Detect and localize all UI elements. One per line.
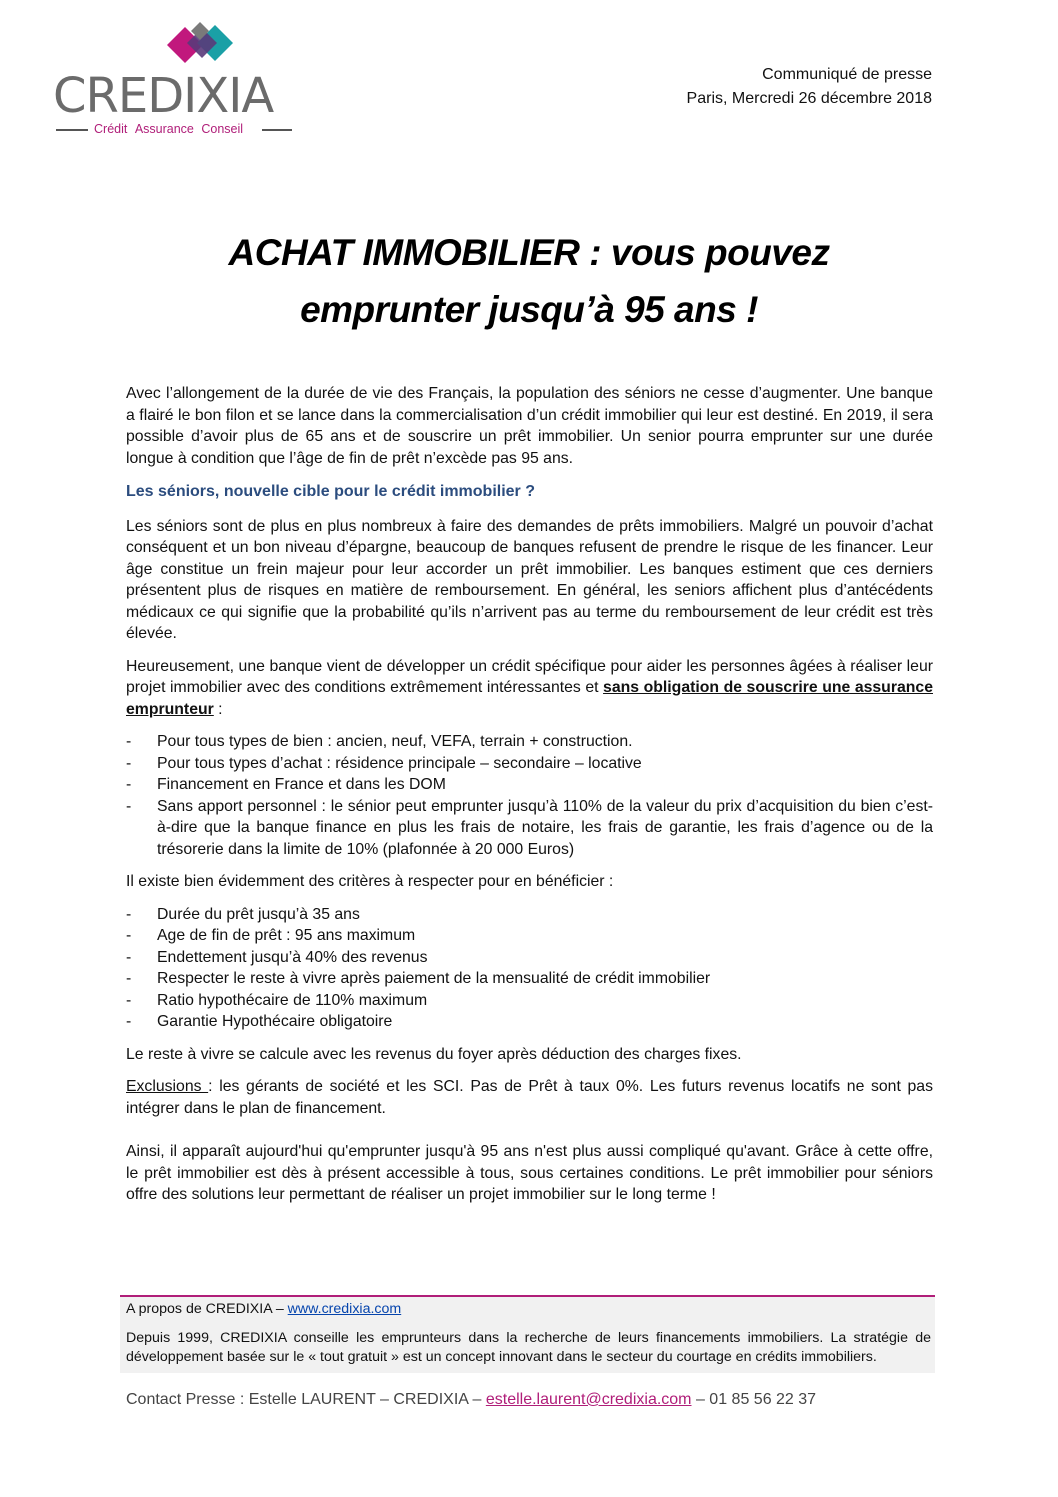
logo-tagline-word: Assurance (134, 122, 194, 136)
about-text: Depuis 1999, CREDIXIA conseille les emprunteurs dans la recherche de leurs financements immobiliers. La stratégie de développement basée sur le « tout gratuit » est un concept innovant dans le secteur du courtage en crédits immobiliers. (126, 1330, 931, 1365)
website-link[interactable]: www.credixia.com (287, 1301, 402, 1317)
criteria-intro: Il existe bien évidemment des critères à respecter pour en bénéficier : (126, 873, 614, 890)
contact-email-link[interactable]: estelle.laurent@credixia.com (485, 1391, 692, 1408)
criteria-list (126, 904, 933, 1033)
title-line-2: emprunter jusqu’à 95 ans ! (300, 289, 758, 330)
reste-a-vivre-paragraph: Le reste à vivre se calcule avec les revenus du foyer après déduction des charges fixes. (126, 1045, 742, 1063)
list-item: - Pour tous types de bien : ancien, neuf, VEFA, terrain + construction. (126, 731, 933, 753)
logo-rule-left (56, 129, 88, 131)
list-item: - Ratio hypothécaire de 110% maximum (126, 990, 933, 1012)
logo-wordmark: CREDIXIA (53, 68, 274, 124)
place-date: Paris, Mercredi 26 décembre 2018 (686, 90, 932, 107)
document-type: Communiqué de presse (762, 66, 932, 83)
list-item: - Sans apport personnel : le sénior peut emprunter jusqu’à 110% de la valeur du prix d’acquisition du bien c’est-à-dire que la banque finance en plus les frais de notaire, les frais de garantie, les frais d’agence ou de la trésorerie dans la limite de 10% (plafonnée à 20 000 Euros) (126, 796, 933, 861)
page-title (60, 224, 998, 338)
section-heading: Les séniors, nouvelle cible pour le crédit immobilier ? (126, 483, 535, 500)
about-heading (126, 1300, 931, 1319)
title-line-1: ACHAT IMMOBILIER : vous pouvez (228, 232, 830, 273)
offer-tail: : (213, 700, 223, 718)
press-contact (126, 1391, 816, 1409)
list-item: - Financement en France et dans les DOM (126, 774, 933, 796)
spacer (126, 1130, 933, 1141)
about-box (120, 1295, 935, 1373)
intro-paragraph: Avec l’allongement de la durée de vie des Français, la population des séniors ne cesse d’augmenter. Une banque a flairé le bon filon et se lance dans la commercialisation d’un crédit immobilier qui leur est destiné. En 2019, il sera possible d’avoir plus de 65 ans et de souscrire un prêt immobilier. Un senior pourra emprunter sur une durée longue à condition que l’âge de fin de prêt n’excède pas 95 ans. (126, 385, 933, 467)
logo-tagline (92, 122, 245, 136)
credixia-logo (50, 22, 300, 140)
logo-tagline-word: Crédit (94, 122, 128, 136)
press-header (687, 63, 932, 111)
logo-rule-right (262, 129, 292, 131)
list-item: - Endettement jusqu’à 40% des revenus (126, 947, 933, 969)
offer-list (126, 731, 933, 860)
exclusions-text: : les gérants de société et les SCI. Pas de Prêt à taux 0%. Les futurs revenus locatifs ne sont pas intégrer dans le plan de financement. (126, 1078, 933, 1117)
list-item: - Durée du prêt jusqu’à 35 ans (126, 904, 933, 926)
offer-text: Heureusement, une banque vient de développer un crédit spécifique pour aider les personnes âgées à réaliser leur projet immobilier avec des conditions extrêmement intéressantes et (126, 657, 933, 696)
list-item: - Respecter le reste à vivre après paiement de la mensualité de crédit immobilier (126, 968, 933, 990)
paragraph-seniors: Les séniors sont de plus en plus nombreux à faire des demandes de prêts immobiliers. Malgré un pouvoir d’achat conséquent et un bon niveau d’épargne, beaucoup de banques refusent de prendre le risque de les financer. Leur âge constitue un frein majeur pour leur accorder un prêt immobilier. Les banques estiment que ces derniers présentent plus de risques en matière de remboursement. En général, les seniors affichent plus d’antécédents médicaux ce qui signifie que la probabilité qu’ils n’arrivent pas au terme du remboursement de leur crédit est très élevée. (126, 517, 933, 642)
about-heading-text: A propos de CREDIXIA – (126, 1301, 288, 1317)
conclusion-paragraph: Ainsi, il apparaît aujourd'hui qu'emprunter jusqu'à 95 ans n'est plus aussi compliqué qu'avant. Grâce à cette offre, le prêt immobilier est dès à présent accessible à tous, sous certaines conditions. Le prêt immobilier pour séniors offre des solutions leur permettant de réaliser un projet immobilier sur le long terme ! (126, 1143, 933, 1203)
exclusions-label: Exclusions (126, 1078, 209, 1095)
list-item: - Pour tous types d’achat : résidence principale – secondaire – locative (126, 753, 933, 775)
contact-phone: – 01 85 56 22 37 (691, 1391, 817, 1408)
paragraph-offer (126, 656, 933, 721)
contact-prefix: Contact Presse : Estelle LAURENT – CREDIXIA – (126, 1391, 486, 1408)
logo-tagline-word: Conseil (201, 122, 244, 136)
offer-emphasis: sans obligation de souscrire une assurance emprunteur (126, 679, 933, 718)
list-item: - Age de fin de prêt : 95 ans maximum (126, 925, 933, 947)
list-item: - Garantie Hypothécaire obligatoire (126, 1011, 933, 1033)
exclusions-paragraph (126, 1076, 933, 1119)
article-body (126, 383, 933, 1217)
